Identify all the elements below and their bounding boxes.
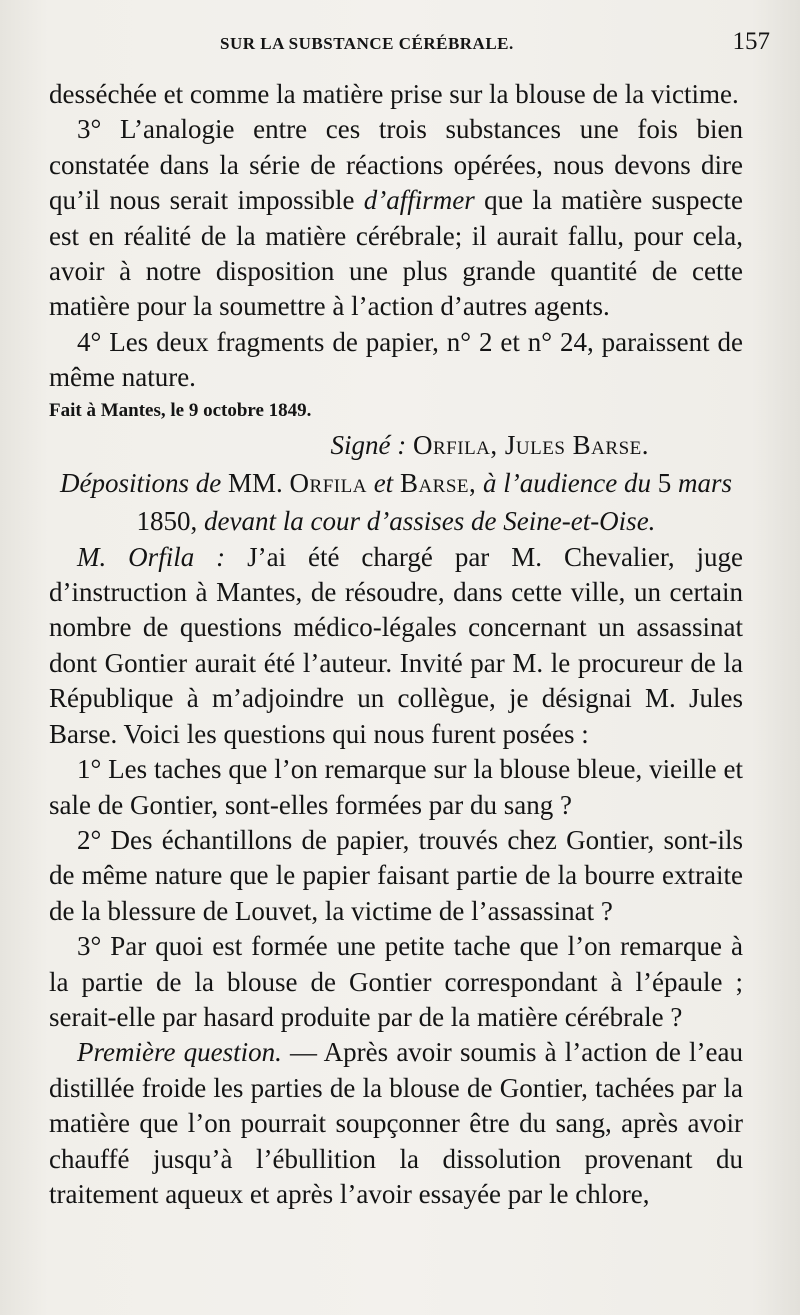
signature-line: Signé : Orfila, Jules Barse. bbox=[330, 429, 649, 460]
body-text bbox=[49, 77, 743, 1212]
question-3: 3° Par quoi est formée une petite tache que l’on remarque à la partie de la blouse de Gontier correspondant à l’épaule ; serait-elle par hasard produite par de la matière cérébrale ? bbox=[49, 931, 743, 1032]
paragraph-first-question: Première question. — Après avoir soumis à l’action de l’eau distillée froide les parties de la blouse de Gontier, tachées par la matière que l’on pourrait soupçonner être du sang, après avoir chauffé jusqu’à l’ébullition la dissolution provenant du traitement aqueux et après l’avoir essayée par le chlore, bbox=[49, 1037, 743, 1209]
question-1: 1° Les taches que l’on remarque sur la blouse bleue, vieille et sale de Gontier, sont-elles formées par du sang ? bbox=[49, 754, 743, 820]
place-date: Fait à Mantes, le 9 octobre 1849. bbox=[49, 399, 312, 421]
running-head: SUR LA SUBSTANCE CÉRÉBRALE. bbox=[220, 34, 514, 53]
paragraph-orfila: M. Orfila : J’ai été chargé par M. Chevalier, juge d’instruction à Mantes, de résoudre, dans cette ville, un certain nombre de questions médico-légales concernant un assassinat dont Gontier aurait été l’auteur. Invité par M. le procureur de la République à m’adjoindre un collègue, je désignai M. Jules Barse. Voici les questions qui nous furent posées : bbox=[49, 541, 744, 749]
page-header bbox=[40, 28, 780, 64]
paragraph-3: 4° Les deux fragments de papier, n° 2 et n° 24, paraissent de même nature. bbox=[49, 326, 743, 393]
question-2: 2° Des échantillons de papier, trouvés chez Gontier, sont-ils de même nature que le papier faisant partie de la bourre extraite de la blessure de Louvet, la victime de l’assassinat ? bbox=[49, 824, 743, 926]
depositions-heading: Dépositions de MM. Orfila et Barse, à l’audience du 5 mars 1850, devant la cour d’assises de Seine-et-Oise. bbox=[60, 467, 732, 536]
page-number: 157 bbox=[732, 28, 770, 55]
paragraph-1: desséchée et comme la matière prise sur la blouse de la victime. bbox=[49, 79, 739, 109]
paragraph-2: 3° L’analogie entre ces trois substances une fois bien constatée dans la série de réactions opérées, nous devons dire qu’il nous serait impossible d’affirmer que la matière suspecte est en réalité de la matière cérébrale; il aurait fallu, pour cela, avoir à notre disposition une plus grande quantité de cette matière pour la soumettre à l’action d’autres agents. bbox=[49, 114, 743, 322]
